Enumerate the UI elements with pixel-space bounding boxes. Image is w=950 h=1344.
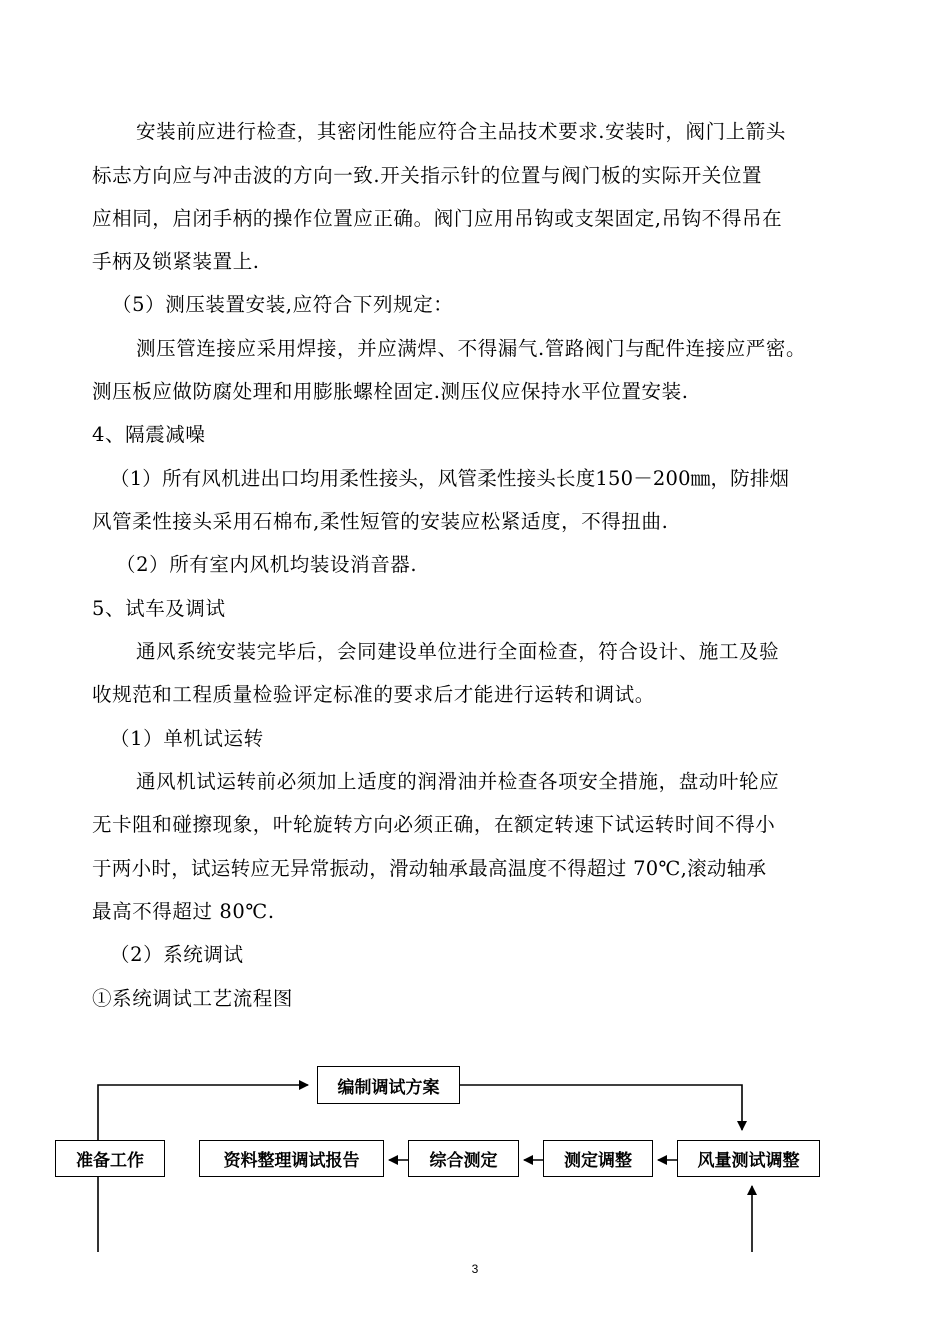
flowchart-box-prepare: 准备工作 xyxy=(55,1140,165,1177)
connector-plan-to-airflow xyxy=(460,1085,742,1130)
connector-prepare-to-plan xyxy=(98,1085,308,1140)
flowchart-box-airflow: 风量测试调整 xyxy=(677,1140,820,1177)
paragraph-line: 收规范和工程质量检验评定标准的要求后才能进行运转和调试。 xyxy=(92,683,655,706)
paragraph-line: 安装前应进行检查，其密闭性能应符合主品技术要求.安装时，阀门上箭头 xyxy=(136,120,786,143)
page-number: 3 xyxy=(471,1262,479,1276)
flowchart-box-comprehensive: 综合测定 xyxy=(408,1140,519,1177)
section-heading: 5、试车及调试 xyxy=(92,597,226,620)
paragraph-line: 测压管连接应采用焊接，并应满焊、不得漏气.管路阀门与配件连接应严密。 xyxy=(136,337,807,360)
flowchart-box-report: 资料整理调试报告 xyxy=(199,1140,384,1177)
paragraph-line: 最高不得超过 80℃. xyxy=(92,900,275,923)
subsection-heading: （1）单机试运转 xyxy=(110,727,264,750)
paragraph-line: 通风系统安装完毕后，会同建设单位进行全面检查，符合设计、施工及验 xyxy=(136,640,780,663)
paragraph-line: （2）所有室内风机均装设消音器. xyxy=(116,553,418,576)
flowchart-caption: ①系统调试工艺流程图 xyxy=(92,987,294,1010)
paragraph-line: （5）测压装置安装,应符合下列规定： xyxy=(112,293,454,316)
flowchart-box-plan: 编制调试方案 xyxy=(317,1066,460,1104)
paragraph-line: （1）所有风机进出口均用柔性接头，风管柔性接头长度150－200㎜，防排烟 xyxy=(110,467,790,490)
paragraph-line: 标志方向应与冲击波的方向一致.开关指示针的位置与阀门板的实际开关位置 xyxy=(92,164,763,187)
flowchart-box-adjust: 测定调整 xyxy=(543,1140,653,1177)
paragraph-line: 测压板应做防腐处理和用膨胀螺栓固定.测压仪应保持水平位置安装. xyxy=(92,380,689,403)
section-heading: 4、隔震减噪 xyxy=(92,423,206,446)
paragraph-line: 应相同，启闭手柄的操作位置应正确。阀门应用吊钩或支架固定,吊钩不得吊在 xyxy=(92,207,783,230)
subsection-heading: （2）系统调试 xyxy=(110,943,244,966)
paragraph-line: 于两小时，试运转应无异常振动，滑动轴承最高温度不得超过 70℃,滚动轴承 xyxy=(92,857,767,880)
paragraph-line: 风管柔性接头采用石棉布,柔性短管的安装应松紧适度，不得扭曲. xyxy=(92,510,669,533)
paragraph-line: 手柄及锁紧装置上. xyxy=(92,250,260,273)
paragraph-line: 无卡阻和碰擦现象，叶轮旋转方向必须正确，在额定转速下试运转时间不得小 xyxy=(92,813,776,836)
paragraph-line: 通风机试运转前必须加上适度的润滑油并检查各项安全措施，盘动叶轮应 xyxy=(136,770,780,793)
